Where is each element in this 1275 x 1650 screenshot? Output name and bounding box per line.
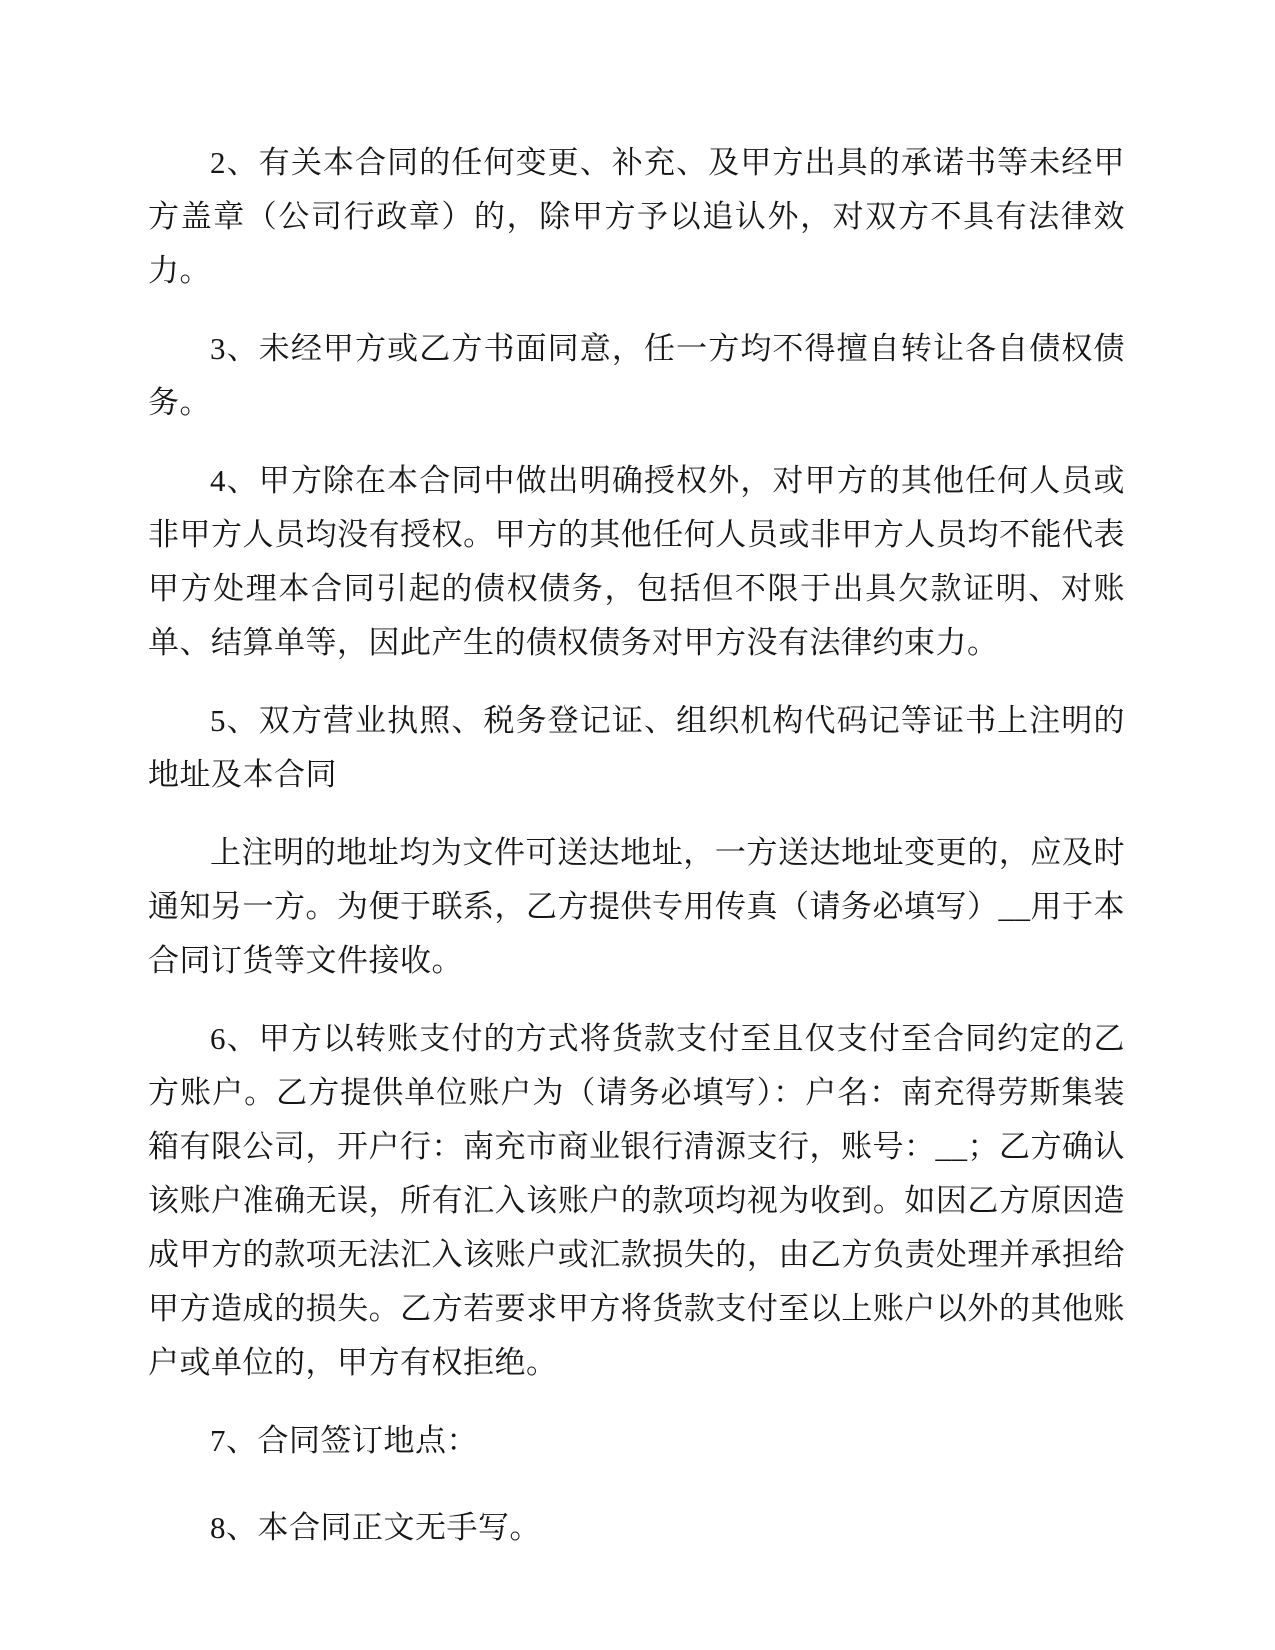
- contract-text-block: [148, 136, 1125, 1555]
- clause-3-paragraph: 3、未经甲方或乙方书面同意，任一方均不得擅自转让各自债权债务。: [148, 331, 1125, 420]
- clause-8-paragraph: 8、本合同正文无手写。: [210, 1510, 541, 1545]
- clause-2-paragraph: 2、有关本合同的任何变更、补充、及甲方出具的承诺书等未经甲方盖章（公司行政章）的，除甲方予以追认外，对双方不具有法律效力。: [148, 145, 1125, 288]
- clause-6-paragraph: 6、甲方以转账支付的方式将货款支付至且仅支付至合同约定的乙方账户。乙方提供单位账户为（请务必填写）：户名：南充得劳斯集装箱有限公司，开户行：南充市商业银行清源支行，账号：__；乙方确认该账户准确无误，所有汇入该账户的款项均视为收到。如因乙方原因造成甲方的款项无法汇入该账户或汇款损失的，由乙方负责处理并承担给甲方造成的损失。乙方若要求甲方将货款支付至以上账户以外的其他账户或单位的，甲方有权拒绝。: [148, 1021, 1125, 1380]
- clause-5-continuation-paragraph: 上注明的地址均为文件可送达地址，一方送达地址变更的，应及时通知另一方。为便于联系，乙方提供专用传真（请务必填写）__用于本合同订货等文件接收。: [148, 835, 1125, 978]
- clause-4-paragraph: 4、甲方除在本合同中做出明确授权外，对甲方的其他任何人员或非甲方人员均没有授权。甲方的其他任何人员或非甲方人员均不能代表甲方处理本合同引起的债权债务，包括但不限于出具欠款证明、对账单、结算单等，因此产生的债权债务对甲方没有法律约束力。: [148, 463, 1125, 660]
- clause-5-paragraph: 5、双方营业执照、税务登记证、组织机构代码记等证书上注明的地址及本合同: [148, 703, 1125, 792]
- clause-7-paragraph: 7、合同签订地点：: [210, 1423, 478, 1458]
